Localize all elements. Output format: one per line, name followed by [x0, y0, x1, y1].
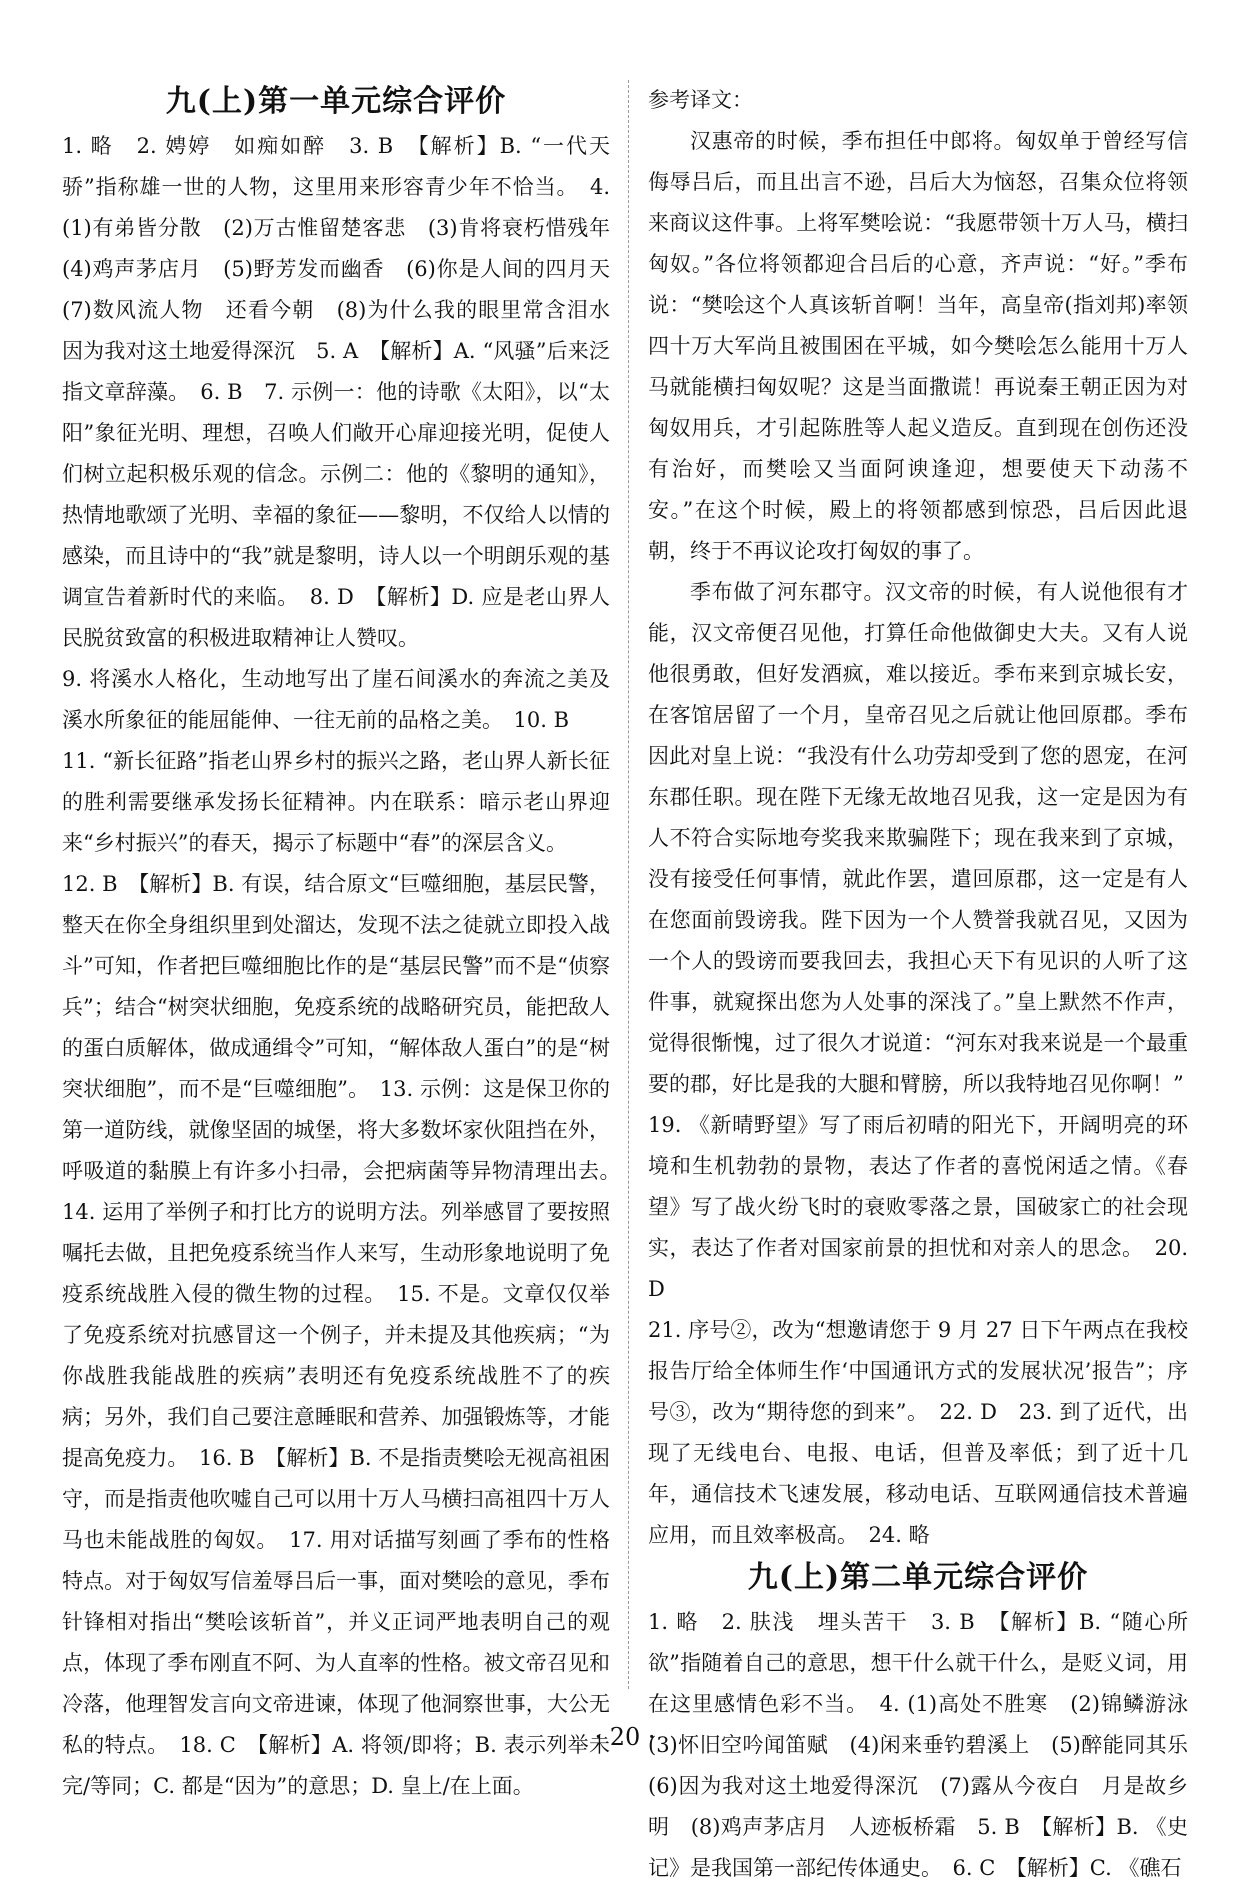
answer-paragraph: 9. 将溪水人格化，生动地写出了崖石间溪水的奔流之美及溪水所象征的能屈能伸、一往无前的品格之美。 10. B	[62, 667, 610, 732]
right-column	[648, 80, 1209, 1880]
answer-paragraph: 11. “新长征路”指老山界乡村的振兴之路，老山界人新长征的胜利需要继承发扬长征精神。内在联系：暗示老山界迎来“乡村振兴”的春天，揭示了标题中“春”的深层含义。	[62, 749, 610, 855]
translation-paragraph: 汉惠帝的时候，季布担任中郎将。匈奴单于曾经写信侮辱吕后，而且出言不逊，吕后大为恼怒，召集众位将领来商议这件事。上将军樊哙说：“我愿带领十万人马，横扫匈奴。”各位将领都迎合吕后的心意，齐声说：“好。”季布说：“樊哙这个人真该斩首啊！当年，高皇帝(指刘邦)率领四十万大军尚且被围困在平城，如今樊哙怎么能用十万人马就能横扫匈奴呢？这是当面撒谎！再说秦王朝正因为对匈奴用兵，才引起陈胜等人起义造反。直到现在创伤还没有治好，而樊哙又当面阿谀逢迎，想要使天下动荡不安。”在这个时候，殿上的将领都感到惊恐，吕后因此退朝，终于不再议论攻打匈奴的事了。	[648, 129, 1188, 563]
translation-paragraph: 季布做了河东郡守。汉文帝的时候，有人说他很有才能，汉文帝便召见他，打算任命他做御史大夫。又有人说他很勇敢，但好发酒疯，难以接近。季布来到京城长安，在客馆居留了一个月，皇帝召见之后就让他回原郡。季布因此对皇上说：“我没有什么功劳却受到了您的恩宠，在河东郡任职。现在陛下无缘无故地召见我，这一定是因为有人不符合实际地夸奖我来欺骗陛下；现在我来到了京城，没有接受任何事情，就此作罢，遣回原郡，这一定是有人在您面前毁谤我。陛下因为一个人赞誉我就召见，又因为一个人的毁谤而要我回去，我担心天下有见识的人听了这件事，就窥探出您为人处事的深浅了。”皇上默然不作声，觉得很惭愧，过了很久才说道：“河东对我来说是一个最重要的郡，好比是我的大腿和臂膀，所以我特地召见你啊！”	[648, 580, 1188, 1096]
translation-label: 参考译文：	[648, 88, 753, 112]
answer-paragraph: 1. 略 2. 肤浅 埋头苦干 3. B 【解析】B. “随心所欲”指随着自己的意思，想干什么就干什么，是贬义词，用在这里感情色彩不当。 4. (1)高处不胜寒 (2)锦鳞游泳 (3)怀旧空吟闻笛赋 (4)闲来垂钓碧溪上 (5)醉能同其乐 (6)因为我对这土地爱得深沉 (7)露从今夜白 月是故乡明 (8)鸡声茅店月 人迹板桥霜 5. B 【解析】B. 《史记》是我国第一部纪传体通史。 6. C 【解析】C. 《礁石	[648, 1610, 1209, 1880]
answer-paragraph: 21. 序号②，改为“想邀请您于 9 月 27 日下午两点在我校报告厅给全体师生作‘中国通讯方式的发展状况’报告”；序号③，改为“期待您的到来”。 22. D 23. 到了近代，出现了无线电台、电报、电话，但普及率低；到了近十几年，通信技术飞速发展，移动电话、互联网通信技术普遍应用，而且效率极高。 24. 略	[648, 1318, 1188, 1547]
unit-one-heading: 九(上)第一单元综合评价	[165, 84, 507, 119]
unit-two-heading: 九(上)第二单元综合评价	[747, 1560, 1089, 1595]
page-number: · 20 ·	[594, 1723, 656, 1751]
answer-paragraph: 1. 略 2. 娉婷 如痴如醉 3. B 【解析】B. “一代天骄”指称雄一世的人物，这里用来形容青少年不恰当。 4. (1)有弟皆分散 (2)万古惟留楚客悲 (3)肯将衰朽惜残年 (4)鸡声茅店月 (5)野芳发而幽香 (6)你是人间的四月天 (7)数风流人物 还看今朝 (8)为什么我的眼里常含泪水 因为我对这土地爱得深沉 5. A 【解析】A. “风骚”后来泛指文章辞藻。 6. B 7. 示例一：他的诗歌《太阳》，以“太阳”象征光明、理想，召唤人们敞开心扉迎接光明，促使人们树立起积极乐观的信念。示例二：他的《黎明的通知》，热情地歌颂了光明、幸福的象征——黎明，不仅给人以情的感染，而且诗中的“我”就是黎明，诗人以一个明朗乐观的基调宣告着新时代的来临。 8. D 【解析】D. 应是老山界人民脱贫致富的积极进取精神让人赞叹。	[62, 134, 631, 650]
column-divider	[628, 80, 629, 1689]
answer-paragraph: 19. 《新晴野望》写了雨后初晴的阳光下，开阔明亮的环境和生机勃勃的景物，表达了作者的喜悦闲适之情。《春望》写了战火纷飞时的衰败零落之景，国破家亡的社会现实，表达了作者对国家前景的担忧和对亲人的思念。 20. D	[648, 1113, 1188, 1301]
answer-paragraph: 12. B 【解析】B. 有误，结合原文“巨噬细胞，基层民警，整天在你全身组织里到处溜达，发现不法之徒就立即投入战斗”可知，作者把巨噬细胞比作的是“基层民警”而不是“侦察兵”；结合“树突状细胞，免疫系统的战略研究员，能把敌人的蛋白质解体，做成通缉令”可知，“解体敌人蛋白”的是“树突状细胞”，而不是“巨噬细胞”。 13. 示例：这是保卫你的第一道防线，就像坚固的城堡，将大多数坏家伙阻挡在外，呼吸道的黏膜上有许多小扫帚，会把病菌等异物清理出去。 14. 运用了举例子和打比方的说明方法。列举感冒了要按照嘱托去做，且把免疫系统当作人来写，生动形象地说明了免疫系统战胜入侵的微生物的过程。 15. 不是。文章仅仅举了免疫系统对抗感冒这一个例子，并未提及其他疾病；“为你战胜我能战胜的疾病”表明还有免疫系统战胜不了的疾病；另外，我们自己要注意睡眠和营养、加强锻炼等，才能提高免疫力。 16. B 【解析】B. 不是指责樊哙无视高祖困守，而是指责他吹嘘自己可以用十万人马横扫高祖四十万人马也未能战胜的匈奴。 17. 用对话描写刻画了季布的性格特点。对于匈奴写信羞辱吕后一事，面对樊哙的意见，季布针锋相对指出“樊哙该斩首”，并义正词严地表明自己的观点，体现了季布刚直不阿、为人直率的性格。被文帝召见和冷落，他理智发言向文帝进谏，体现了他洞察世事，大公无私的特点。 18. C 【解析】A. 将领/即将；B. 表示列举未完/等同；C. 都是“因为”的意思；D. 皇上/在上面。	[62, 872, 631, 1798]
